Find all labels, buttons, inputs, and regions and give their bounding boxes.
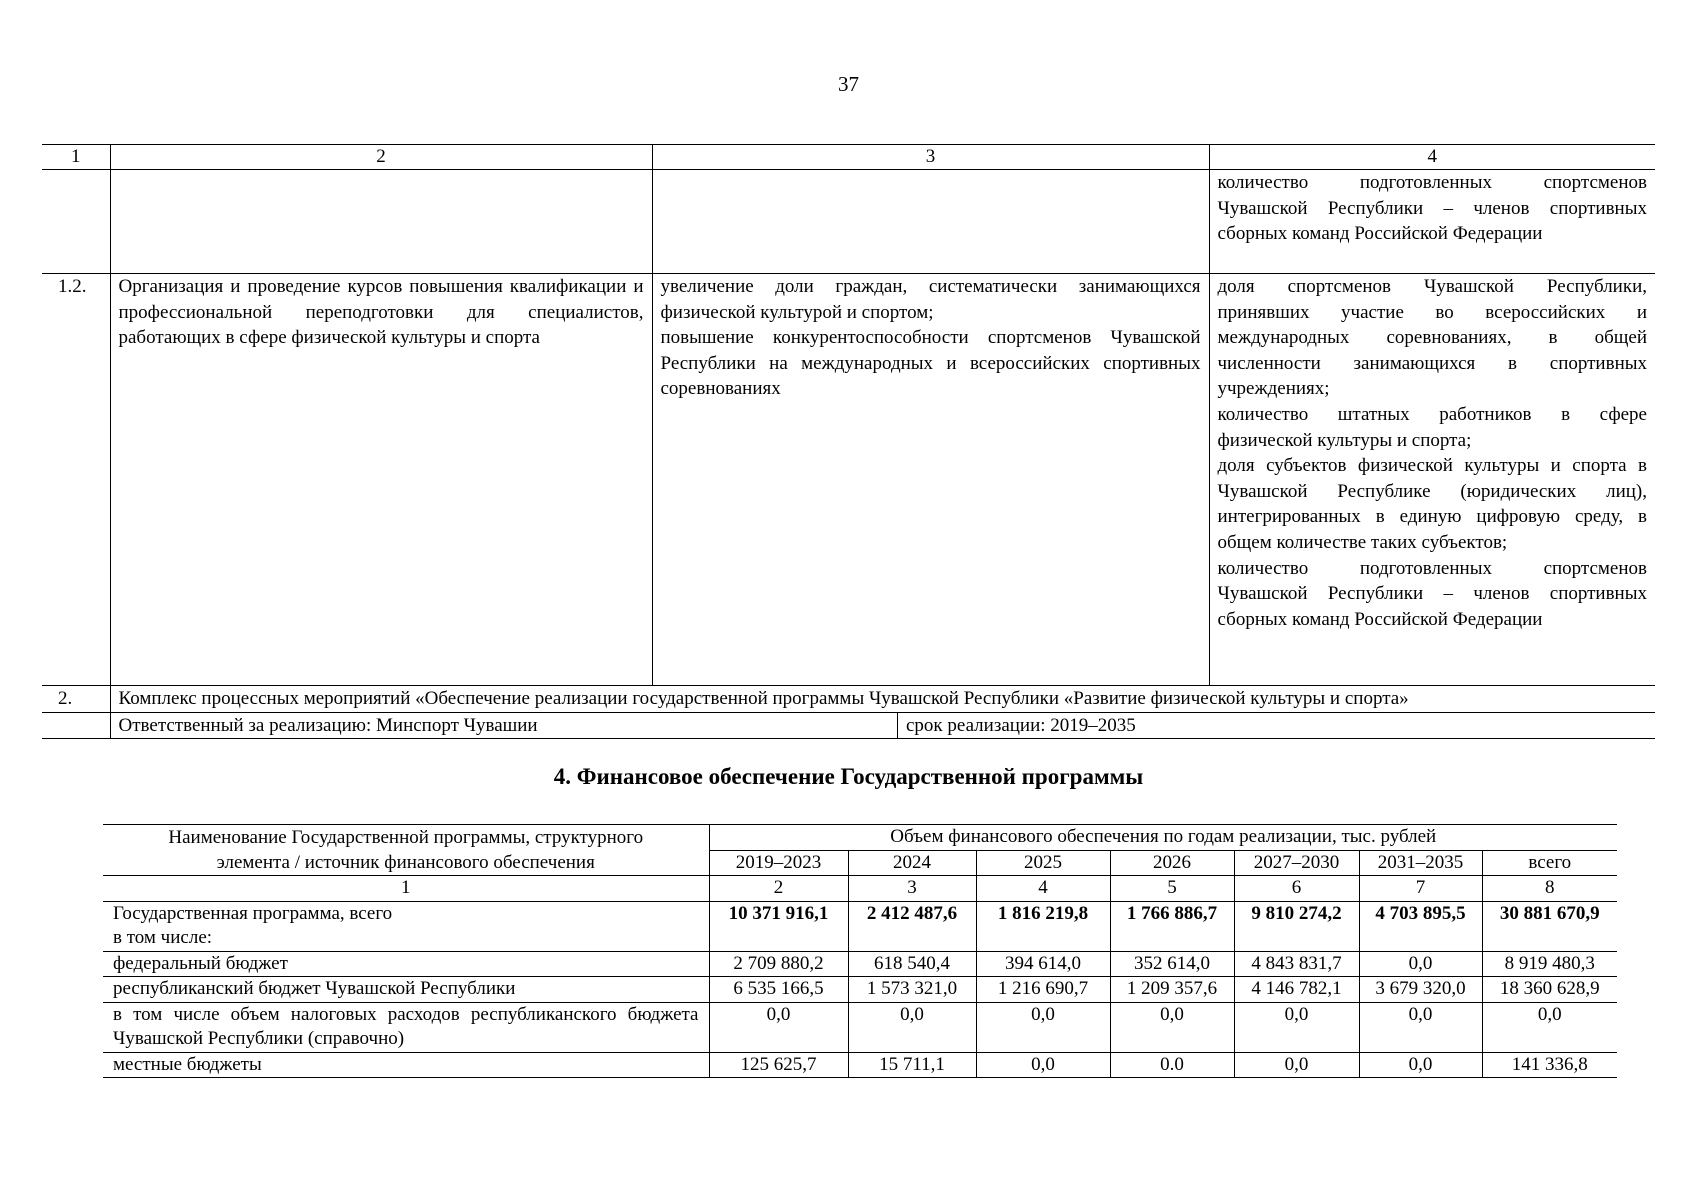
- period-header: 2026: [1110, 850, 1234, 876]
- row-name-line: в том числе:: [113, 927, 213, 948]
- row-2-complex-title: Комплекс процессных мероприятий «Обеспечение реализации государственной программы Чувашской Республики «Развитие физической культуры и спорта»: [110, 686, 1655, 713]
- col-number: 6: [1234, 876, 1359, 902]
- col-number: 2: [709, 876, 848, 902]
- value-cell: 10 371 916,1: [709, 901, 848, 951]
- row-1-2-results: [652, 274, 1209, 686]
- value-cell: 6 535 166,5: [709, 977, 848, 1003]
- indicator-line: доля спортсменов Чувашской Республики, принявших участие во всероссийских и международных соревнованиях, в общей численности занимающихся в спортивных учреждениях;: [1217, 276, 1647, 400]
- measures-row-continuation: [42, 170, 1655, 274]
- value-cell: 0,0: [976, 1052, 1110, 1078]
- value-cell: 0,0: [1359, 1002, 1482, 1052]
- row-name: республиканский бюджет Чувашской Республики: [103, 977, 709, 1003]
- value-cell: 30 881 670,9: [1482, 901, 1617, 951]
- measures-table: [42, 144, 1655, 739]
- row-1-2-number: 1.2.: [42, 274, 110, 686]
- value-cell: 8 919 480,3: [1482, 951, 1617, 977]
- row-name: [103, 901, 709, 951]
- responsible-text: Ответственный за реализацию: Минспорт Чувашии: [111, 713, 898, 739]
- period-header: 2019–2023: [709, 850, 848, 876]
- col-number: 7: [1359, 876, 1482, 902]
- measures-row-2: [42, 686, 1655, 713]
- indicator-line: количество подготовленных спортсменов Чувашской Республики – членов спортивных сборных команд Российской Федерации: [1217, 557, 1647, 630]
- measures-header-col2: 2: [110, 145, 652, 170]
- value-cell: 2 412 487,6: [848, 901, 976, 951]
- col-number: 3: [848, 876, 976, 902]
- value-cell: 1 766 886,7: [1110, 901, 1234, 951]
- finance-name-header: [103, 825, 709, 876]
- measures-row-1-2: [42, 274, 1655, 686]
- period-header-total: всего: [1482, 850, 1617, 876]
- col-number: 4: [976, 876, 1110, 902]
- measures-header-col4: 4: [1209, 145, 1655, 170]
- value-cell: 4 146 782,1: [1234, 977, 1359, 1003]
- value-cell: 9 810 274,2: [1234, 901, 1359, 951]
- row-name: в том числе объем налоговых расходов республиканского бюджета Чувашской Республики (справочно): [103, 1002, 709, 1052]
- period-header: 2027–2030: [1234, 850, 1359, 876]
- row-name: федеральный бюджет: [103, 951, 709, 977]
- col-number: 8: [1482, 876, 1617, 902]
- responsible-cell: [110, 712, 1655, 739]
- value-cell: 1 216 690,7: [976, 977, 1110, 1003]
- value-cell: 0,0: [1234, 1052, 1359, 1078]
- value-cell: 2 709 880,2: [709, 951, 848, 977]
- measures-header-col3: 3: [652, 145, 1209, 170]
- table-row: [103, 1052, 1617, 1078]
- value-cell: 618 540,4: [848, 951, 976, 977]
- value-cell: 394 614,0: [976, 951, 1110, 977]
- indicator-line: количество штатных работников в сфере физической культуры и спорта;: [1217, 403, 1647, 451]
- cont-col3-cell: [652, 170, 1209, 274]
- period-header: 2025: [976, 850, 1110, 876]
- value-cell: 0.0: [1110, 1052, 1234, 1078]
- table-row: [103, 1002, 1617, 1052]
- finance-header-row-1: [103, 825, 1617, 851]
- value-cell: 0,0: [709, 1002, 848, 1052]
- value-cell: 1 573 321,0: [848, 977, 976, 1003]
- table-row: [103, 901, 1617, 951]
- cont-indicators-cell: количество подготовленных спортсменов Чувашской Республики – членов спортивных сборных команд Российской Федерации: [1209, 170, 1655, 274]
- section-title: 4. Финансовое обеспечение Государственной программы: [553, 764, 1144, 789]
- value-cell: 4 703 895,5: [1359, 901, 1482, 951]
- value-cell: 0,0: [1359, 1052, 1482, 1078]
- period-header: 2031–2035: [1359, 850, 1482, 876]
- value-cell: 4 843 831,7: [1234, 951, 1359, 977]
- value-cell: 3 679 320,0: [1359, 977, 1482, 1003]
- value-cell: 141 336,8: [1482, 1052, 1617, 1078]
- period-header: 2024: [848, 850, 976, 876]
- measures-row-responsible: [42, 712, 1655, 739]
- result-line: увеличение доли граждан, систематически занимающихся физической культурой и спортом;: [660, 276, 1201, 323]
- page-number: 37: [838, 72, 859, 96]
- value-cell: 1 209 357,6: [1110, 977, 1234, 1003]
- cont-col2-cell: [110, 170, 652, 274]
- result-line: повышение конкурентоспособности спортсменов Чувашской Республики на международных и всероссийских спортивных соревнованиях: [660, 327, 1201, 400]
- value-cell: 125 625,7: [709, 1052, 848, 1078]
- name-header-line: Наименование Государственной программы, структурного: [168, 827, 644, 848]
- row-1-2-indicators: [1209, 274, 1655, 686]
- value-cell: 0,0: [848, 1002, 976, 1052]
- finance-volume-header: Объем финансового обеспечения по годам реализации, тыс. рублей: [709, 825, 1617, 851]
- cont-num-cell: [42, 170, 110, 274]
- measures-header-col1: 1: [42, 145, 110, 170]
- term-text: срок реализации: 2019–2035: [906, 714, 1136, 736]
- value-cell: 15 711,1: [848, 1052, 976, 1078]
- col-number: 5: [1110, 876, 1234, 902]
- indicator-line: доля субъектов физической культуры и спорта в Чувашской Республике (юридических лиц), интегрированных в единую цифровую среду, в общем количестве таких субъектов;: [1217, 455, 1647, 553]
- responsible-num-cell: [42, 712, 110, 739]
- measures-header-row: [42, 145, 1655, 170]
- col-number: 1: [103, 876, 709, 902]
- finance-colnum-row: [103, 876, 1617, 902]
- value-cell: 18 360 628,9: [1482, 977, 1617, 1003]
- value-cell: 352 614,0: [1110, 951, 1234, 977]
- value-cell: 0,0: [1234, 1002, 1359, 1052]
- row-name: местные бюджеты: [103, 1052, 709, 1078]
- row-name-line: Государственная программа, всего: [113, 902, 393, 924]
- value-cell: 0,0: [1482, 1002, 1617, 1052]
- row-1-2-measure: Организация и проведение курсов повышения квалификации и профессиональной переподготовки для специалистов, работающих в сфере физической культуры и спорта: [110, 274, 652, 686]
- value-cell: 1 816 219,8: [976, 901, 1110, 951]
- table-row: [103, 977, 1617, 1003]
- table-row: [103, 951, 1617, 977]
- name-header-line: элемента / источник финансового обеспечения: [216, 852, 595, 873]
- finance-table: [103, 824, 1617, 1078]
- value-cell: 0,0: [1359, 951, 1482, 977]
- value-cell: 0,0: [1110, 1002, 1234, 1052]
- value-cell: 0,0: [976, 1002, 1110, 1052]
- row-2-number: 2.: [42, 686, 110, 713]
